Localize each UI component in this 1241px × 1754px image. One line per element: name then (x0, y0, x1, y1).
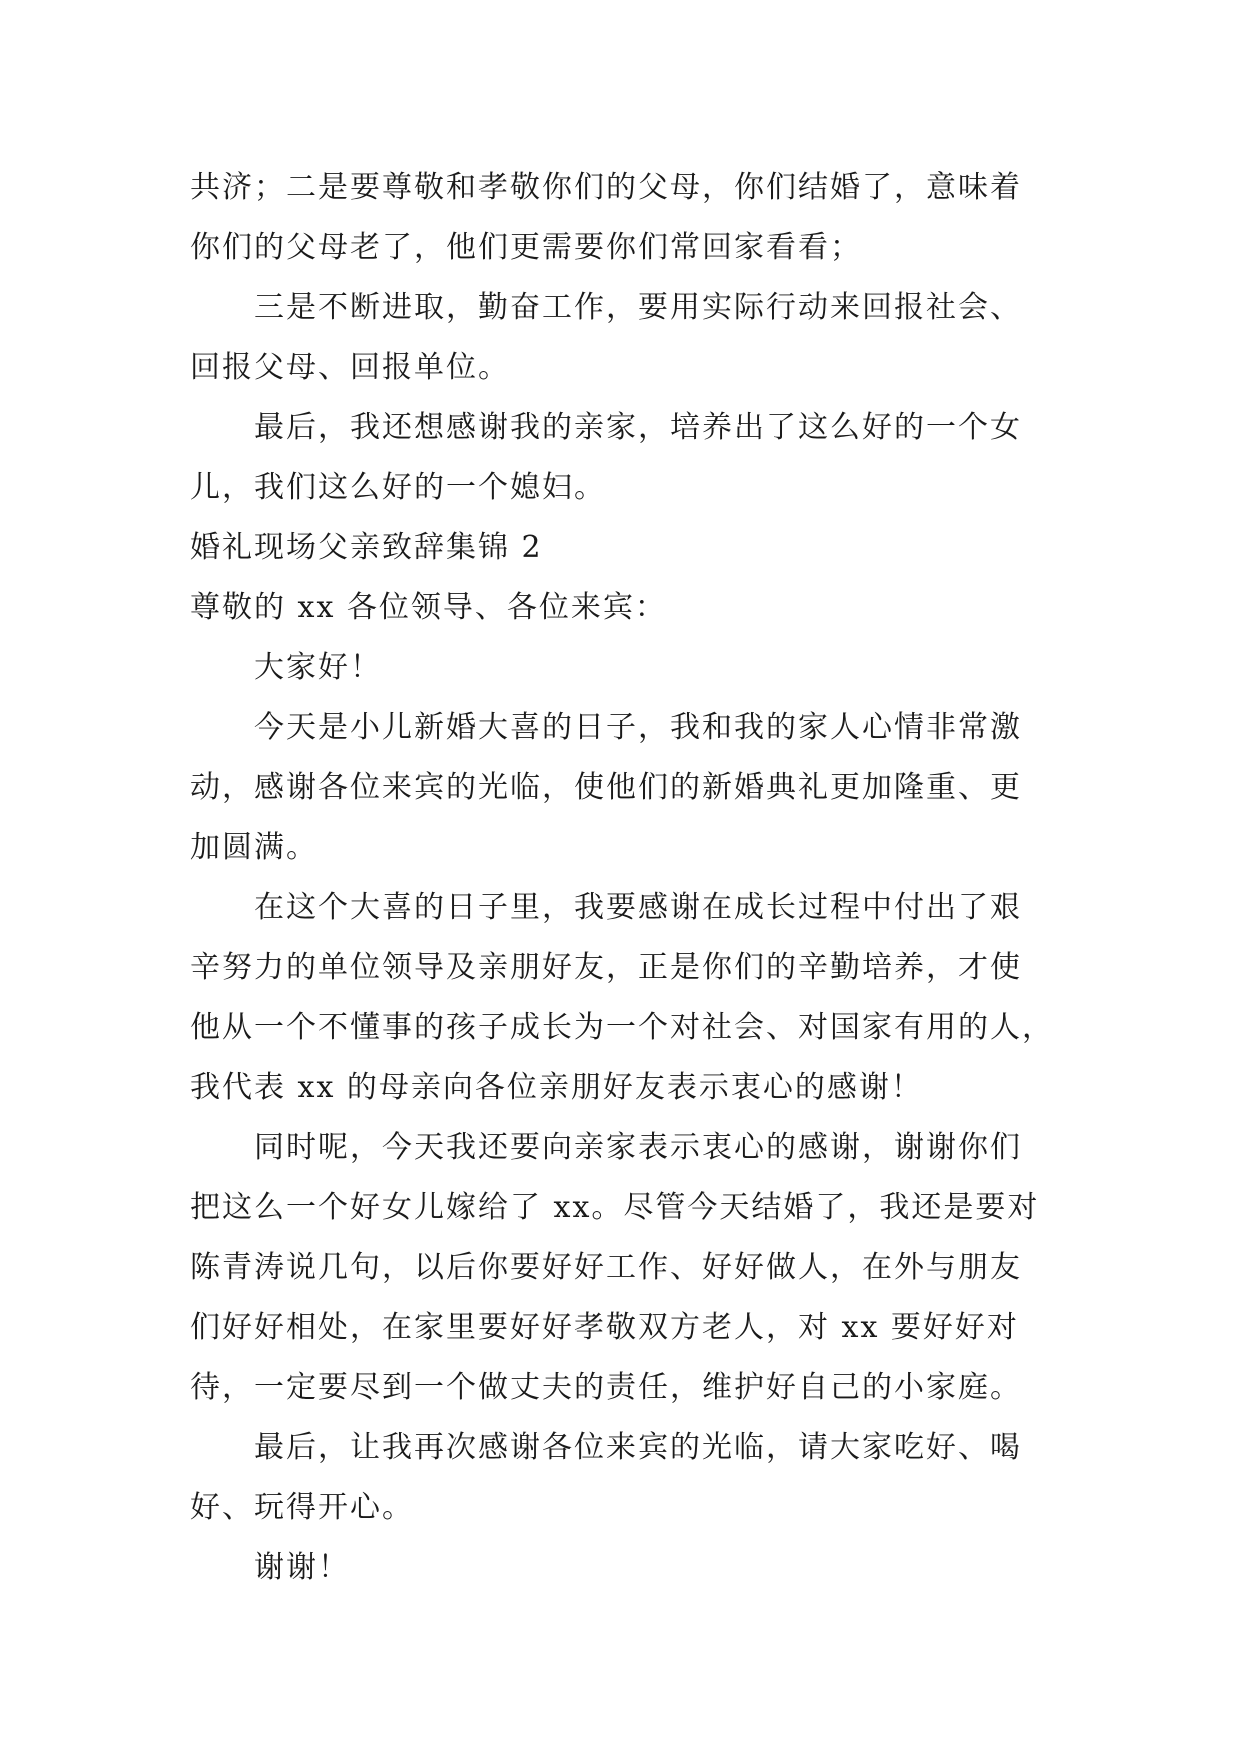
text-line: 大家好！ (254, 650, 382, 685)
text-line: 在这个大喜的日子里，我要感谢在成长过程中付出了艰 (254, 890, 1022, 925)
text-line: 共济；二是要尊敬和孝敬你们的父母，你们结婚了，意味着 (190, 170, 1022, 205)
text-line: 好、玩得开心。 (190, 1490, 414, 1525)
text-line: 陈青涛说几句，以后你要好好工作、好好做人，在外与朋友 (190, 1250, 1022, 1285)
text-line: 你们的父母老了，他们更需要你们常回家看看； (190, 230, 862, 265)
text-line: 同时呢，今天我还要向亲家表示衷心的感谢，谢谢你们 (254, 1130, 1022, 1165)
closing-line: 谢谢！ (254, 1550, 350, 1585)
text-line: 我代表 xx 的母亲向各位亲朋好友表示衷心的感谢！ (190, 1070, 923, 1105)
document-body (190, 158, 1070, 1598)
text-line: 三是不断进取，勤奋工作，要用实际行动来回报社会、 (254, 290, 1022, 325)
text-line: 他从一个不懂事的孩子成长为一个对社会、对国家有用的人， (190, 1010, 1054, 1045)
text-line: 回报父母、回报单位。 (190, 350, 510, 385)
text-line: 最后，我还想感谢我的亲家，培养出了这么好的一个女 (254, 410, 1022, 445)
text-line: 动，感谢各位来宾的光临，使他们的新婚典礼更加隆重、更 (190, 770, 1022, 805)
salutation: 尊敬的 xx 各位领导、各位来宾： (190, 590, 667, 625)
text-line: 辛努力的单位领导及亲朋好友，正是你们的辛勤培养，才使 (190, 950, 1022, 985)
text-line: 最后，让我再次感谢各位来宾的光临，请大家吃好、喝 (254, 1430, 1022, 1465)
text-line: 今天是小儿新婚大喜的日子，我和我的家人心情非常激 (254, 710, 1022, 745)
text-line: 们好好相处，在家里要好好孝敬双方老人，对 xx 要好好对 (190, 1310, 1019, 1345)
text-line: 待，一定要尽到一个做丈夫的责任，维护好自己的小家庭。 (190, 1370, 1022, 1405)
text-line: 把这么一个好女儿嫁给了 xx。尽管今天结婚了，我还是要对 (190, 1190, 1040, 1225)
section-heading: 婚礼现场父亲致辞集锦 2 (190, 530, 543, 565)
text-line: 加圆满。 (190, 830, 318, 865)
text-line: 儿，我们这么好的一个媳妇。 (190, 470, 606, 505)
